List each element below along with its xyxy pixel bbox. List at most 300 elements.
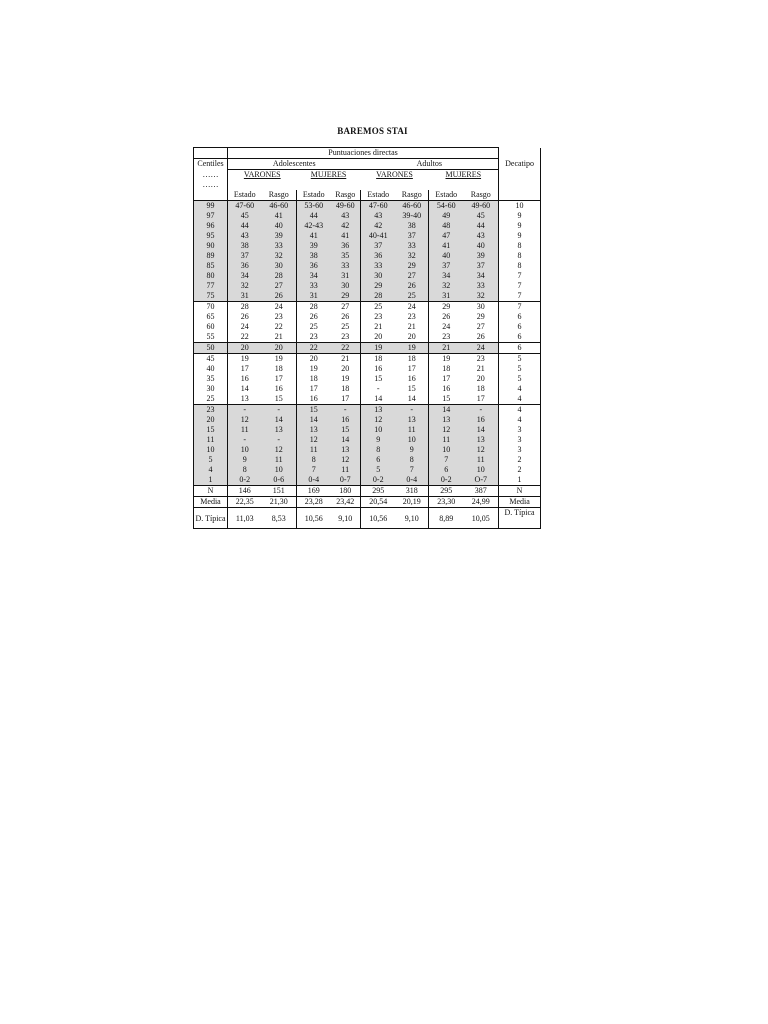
score-cell: 24	[429, 322, 464, 332]
score-cell: 37	[429, 261, 464, 271]
header-estado: Estado	[429, 190, 464, 201]
table-row	[194, 435, 541, 445]
decatipo-cell: 9	[499, 231, 541, 241]
score-cell: 31	[429, 291, 464, 302]
score-cell: 21	[274, 332, 283, 341]
decatipo-cell: 6	[499, 312, 541, 322]
header-centiles: Centiles	[194, 159, 228, 170]
score-cell: 44	[297, 211, 331, 221]
score-cell: 6	[361, 455, 396, 465]
score-cell: 26	[228, 312, 262, 322]
score-cell: 38	[396, 221, 429, 231]
score-cell: 7	[297, 465, 331, 475]
score-cell: 36	[228, 261, 262, 271]
decatipo-cell: 4	[499, 405, 541, 416]
score-cell: 295	[429, 486, 464, 497]
header-estado: Estado	[361, 190, 396, 201]
score-cell: 15	[407, 384, 416, 393]
score-cell: 12	[464, 445, 499, 455]
score-cell: 49	[429, 211, 464, 221]
score-cell: 0-2	[361, 475, 396, 486]
score-cell: 180	[331, 486, 361, 497]
centile-cell: 89	[194, 251, 228, 261]
table-row	[194, 322, 541, 332]
score-cell: 33	[464, 281, 499, 291]
score-cell: 7	[429, 455, 464, 465]
score-cell: 24	[262, 302, 297, 313]
score-cell: 22	[331, 343, 361, 354]
centile-cell: 55	[194, 332, 228, 343]
score-cell: 318	[396, 486, 429, 497]
decatipo-cell: 7	[499, 271, 541, 281]
header-varones-adolescentes: VARONES	[243, 170, 281, 179]
centile-cell: 75	[194, 291, 228, 302]
score-cell: 23	[407, 312, 416, 321]
centile-cell: 97	[194, 211, 228, 221]
decatipo-cell: 7	[499, 302, 541, 313]
table-row	[194, 475, 541, 486]
decatipo-cell: 3	[499, 435, 541, 445]
score-cell: 29	[429, 302, 464, 313]
score-cell: 31	[331, 271, 361, 281]
score-cell: -	[262, 435, 297, 445]
score-cell: 9	[396, 445, 429, 455]
dtipica-cell: D. Típica	[499, 508, 541, 529]
score-cell: 22	[228, 332, 262, 343]
score-cell: 11	[331, 465, 361, 475]
table-row	[194, 221, 541, 231]
table-row	[194, 291, 541, 302]
centile-cell: 65	[194, 312, 228, 322]
score-cell: 11	[396, 425, 429, 435]
decatipo-cell: 8	[499, 251, 541, 261]
score-cell: 15	[361, 374, 396, 384]
centile-cell: 77	[194, 281, 228, 291]
centile-cell: 40	[194, 364, 228, 374]
table-row	[194, 201, 541, 212]
score-cell: 14	[407, 394, 416, 403]
table-row	[194, 261, 541, 271]
table-row	[194, 415, 541, 425]
header-dots-1: ……	[194, 170, 228, 181]
score-cell: 39-40	[396, 211, 429, 221]
score-cell: -	[228, 405, 262, 416]
score-cell: 44	[228, 221, 262, 231]
score-cell: 40	[429, 251, 464, 261]
score-cell: 48	[429, 221, 464, 231]
score-cell: 13	[361, 405, 396, 416]
media-label: Media	[194, 497, 228, 508]
header-varones-adultos: VARONES	[376, 170, 413, 179]
score-cell: 17	[429, 374, 464, 384]
score-cell: 41	[429, 241, 464, 251]
score-cell: 27	[476, 322, 485, 331]
header-rasgo: Rasgo	[396, 190, 429, 201]
score-cell: 11	[464, 455, 499, 465]
score-cell: 23	[274, 312, 283, 321]
centile-cell: 4	[194, 465, 228, 475]
score-cell: 23	[361, 312, 396, 322]
decatipo-cell: N	[499, 486, 541, 497]
header-mujeres-adultos: MUJERES	[445, 170, 482, 179]
score-cell: 41	[297, 231, 331, 241]
score-cell: 47-60	[228, 201, 262, 212]
score-cell: 24	[464, 343, 499, 354]
score-cell: 146	[228, 486, 262, 497]
score-cell: 14	[331, 435, 361, 445]
score-cell: 18	[396, 354, 429, 365]
header-adultos: Adultos	[361, 159, 499, 170]
score-cell: 32	[429, 281, 464, 291]
score-cell: -	[464, 405, 499, 416]
decatipo-cell: 3	[499, 425, 541, 435]
header-rasgo: Rasgo	[464, 190, 499, 201]
score-cell: 20	[361, 332, 396, 343]
score-cell: 16	[274, 384, 283, 393]
dtipica-cell: 9,10	[331, 508, 361, 529]
score-cell: 0-6	[262, 475, 297, 486]
header-mujeres-adolescentes: MUJERES	[310, 170, 347, 179]
centile-cell: N	[194, 486, 228, 497]
score-cell: 29	[361, 281, 396, 291]
media-cell: 21,30	[262, 497, 297, 508]
header-estado: Estado	[228, 190, 262, 201]
score-cell: 33	[262, 241, 297, 251]
score-cell: 14	[361, 394, 396, 405]
score-cell: 15	[297, 405, 331, 416]
score-cell: 40	[464, 241, 499, 251]
score-cell: 12	[429, 425, 464, 435]
score-cell: 34	[464, 271, 499, 281]
score-cell: 14	[262, 415, 297, 425]
score-cell: 9	[361, 435, 396, 445]
score-cell: 0-4	[297, 475, 331, 486]
score-cell: 36	[331, 241, 361, 251]
score-cell: 33	[297, 281, 331, 291]
centile-cell: 25	[194, 394, 228, 405]
score-cell: 43	[228, 231, 262, 241]
score-cell: 8	[396, 455, 429, 465]
score-cell: 29	[331, 291, 361, 302]
decatipo-cell: 4	[499, 415, 541, 425]
score-cell: 23	[341, 332, 350, 341]
centile-cell: 23	[194, 405, 228, 416]
score-cell: 29	[476, 312, 485, 321]
score-cell: 9	[228, 455, 262, 465]
score-cell: 54-60	[429, 201, 464, 212]
table-row	[194, 312, 541, 322]
media-cell: Media	[499, 497, 541, 508]
decatipo-cell: 9	[499, 221, 541, 231]
media-cell: 23,30	[429, 497, 464, 508]
score-cell: 20	[341, 364, 350, 373]
score-cell: 10	[262, 465, 297, 475]
score-cell: 17	[407, 364, 416, 373]
score-cell: 43	[331, 211, 361, 221]
score-cell: 40-41	[361, 231, 396, 241]
score-cell: 37	[396, 231, 429, 241]
score-cell: 26	[476, 332, 485, 341]
stai-norms-table	[193, 147, 541, 529]
score-cell: 18	[429, 364, 464, 374]
score-cell: -	[361, 384, 396, 394]
score-cell: 31	[228, 291, 262, 302]
score-cell: 7	[396, 465, 429, 475]
table-row	[194, 211, 541, 221]
score-cell: 27	[331, 302, 361, 313]
score-cell: 13	[464, 435, 499, 445]
score-cell: 26	[297, 312, 331, 322]
table-row	[194, 251, 541, 261]
decatipo-cell: 7	[499, 281, 541, 291]
score-cell: 21	[331, 354, 361, 365]
score-cell: 49-60	[464, 201, 499, 212]
dtipica-label: D. Típica	[194, 508, 228, 529]
header-estado: Estado	[297, 190, 331, 201]
score-cell: 27	[262, 281, 297, 291]
score-cell: 17	[274, 374, 283, 383]
score-cell: 295	[361, 486, 396, 497]
score-cell: 26	[396, 281, 429, 291]
score-cell: 13	[228, 394, 262, 405]
table-row	[194, 486, 541, 497]
centile-cell: 60	[194, 322, 228, 332]
score-cell: 43	[361, 211, 396, 221]
score-cell: 47-60	[361, 201, 396, 212]
header-adolescentes: Adolescentes	[228, 159, 361, 170]
score-cell: 15	[274, 394, 283, 403]
score-cell: 19	[396, 343, 429, 354]
score-cell: 16	[464, 415, 499, 425]
score-cell: 20	[228, 343, 262, 354]
score-cell: 19	[297, 364, 331, 374]
score-cell: 17	[341, 394, 350, 403]
score-cell: 28	[297, 302, 331, 313]
header-rasgo: Rasgo	[262, 190, 297, 201]
score-cell: 37	[361, 241, 396, 251]
score-cell: 37	[228, 251, 262, 261]
score-cell: 34	[429, 271, 464, 281]
media-cell: 24,99	[464, 497, 499, 508]
decatipo-cell: 4	[499, 384, 541, 394]
score-cell: -	[331, 405, 361, 416]
score-cell: 15	[429, 394, 464, 405]
score-cell: 15	[331, 425, 361, 435]
dtipica-cell: 9,10	[396, 508, 429, 529]
score-cell: 27	[396, 271, 429, 281]
score-cell: O-7	[464, 475, 499, 486]
header-rasgo: Rasgo	[331, 190, 361, 201]
score-cell: 19	[361, 343, 396, 354]
decatipo-cell: 9	[499, 211, 541, 221]
centile-cell: 99	[194, 201, 228, 212]
table-row	[194, 302, 541, 313]
centile-cell: 35	[194, 374, 228, 384]
score-cell: 20	[476, 374, 485, 383]
decatipo-cell: 1	[499, 475, 541, 486]
centile-cell: 1	[194, 475, 228, 486]
score-cell: 33	[361, 261, 396, 271]
score-cell: 12	[262, 445, 297, 455]
centile-cell: 85	[194, 261, 228, 271]
score-cell: 20	[407, 332, 416, 341]
decatipo-cell: 6	[499, 343, 541, 354]
score-cell: 16	[228, 374, 262, 384]
score-cell: 21	[407, 322, 416, 331]
score-cell: -	[396, 405, 429, 416]
score-cell: 14	[429, 405, 464, 416]
score-cell: 40	[262, 221, 297, 231]
score-cell: 19	[429, 354, 464, 365]
table-row	[194, 394, 541, 405]
table-row	[194, 465, 541, 475]
score-cell: 45	[464, 211, 499, 221]
score-cell: 26	[262, 291, 297, 302]
header-puntuaciones: Puntuaciones directas	[228, 148, 499, 159]
dtipica-cell: 11,03	[228, 508, 262, 529]
score-cell: 16	[297, 394, 331, 405]
score-cell: 12	[228, 415, 262, 425]
score-cell: 42	[361, 221, 396, 231]
score-cell: 17	[228, 364, 262, 374]
score-cell: 10	[228, 445, 262, 455]
score-cell: 18	[341, 384, 350, 393]
score-cell: 28	[262, 271, 297, 281]
score-cell: 151	[262, 486, 297, 497]
score-cell: 38	[228, 241, 262, 251]
score-cell: 17	[297, 384, 331, 394]
media-cell: 20,54	[361, 497, 396, 508]
decatipo-cell: 3	[499, 445, 541, 455]
score-cell: 12	[331, 455, 361, 465]
score-cell: 34	[297, 271, 331, 281]
centile-cell: 5	[194, 455, 228, 465]
score-cell: 46-60	[396, 201, 429, 212]
score-cell: 42-43	[297, 221, 331, 231]
score-cell: 6	[429, 465, 464, 475]
score-cell: 13	[396, 415, 429, 425]
table-row	[194, 281, 541, 291]
score-cell: 0-4	[396, 475, 429, 486]
score-cell: 41	[331, 231, 361, 241]
decatipo-cell: 4	[499, 394, 541, 405]
table-row	[194, 343, 541, 354]
decatipo-cell: 6	[499, 322, 541, 332]
score-cell: 13	[262, 425, 297, 435]
score-cell: 25	[341, 322, 350, 331]
score-cell: 45	[228, 211, 262, 221]
score-cell: 8	[228, 465, 262, 475]
score-cell: 36	[297, 261, 331, 271]
score-cell: 23	[464, 354, 499, 365]
table-row	[194, 364, 541, 374]
score-cell: 32	[228, 281, 262, 291]
table-row	[194, 241, 541, 251]
score-cell: 33	[396, 241, 429, 251]
score-cell: 10	[429, 445, 464, 455]
score-cell: 30	[464, 302, 499, 313]
decatipo-cell: 8	[499, 261, 541, 271]
score-cell: 21	[476, 364, 485, 373]
score-cell: 17	[476, 394, 485, 403]
table-row	[194, 271, 541, 281]
dtipica-row	[194, 508, 541, 529]
centile-cell: 50	[194, 343, 228, 354]
dtipica-cell: 10,05	[464, 508, 499, 529]
score-cell: 13	[297, 425, 331, 435]
centile-cell: 15	[194, 425, 228, 435]
media-cell: 22,35	[228, 497, 262, 508]
score-cell: 14	[228, 384, 262, 394]
score-cell: 33	[331, 261, 361, 271]
score-cell: 8	[297, 455, 331, 465]
score-cell: 12	[361, 415, 396, 425]
score-cell: 25	[396, 291, 429, 302]
score-cell: 8	[361, 445, 396, 455]
table-row	[194, 231, 541, 241]
table-row	[194, 374, 541, 384]
score-cell: 19	[228, 354, 262, 365]
dtipica-cell: 8,89	[429, 508, 464, 529]
score-cell: 14	[464, 425, 499, 435]
centile-cell: 70	[194, 302, 228, 313]
score-cell: 0-2	[429, 475, 464, 486]
score-cell: 36	[361, 251, 396, 261]
score-cell: -	[262, 405, 297, 416]
score-cell: 41	[262, 211, 297, 221]
score-cell: 26	[429, 312, 464, 322]
score-cell: 28	[228, 302, 262, 313]
score-cell: 14	[297, 415, 331, 425]
score-cell: 0-7	[331, 475, 361, 486]
score-cell: 21	[429, 343, 464, 354]
table-row	[194, 455, 541, 465]
score-cell: 10	[464, 465, 499, 475]
score-cell: 47	[429, 231, 464, 241]
score-cell: 26	[341, 312, 350, 321]
score-cell: 34	[228, 271, 262, 281]
table-row	[194, 425, 541, 435]
decatipo-cell: 7	[499, 291, 541, 302]
score-cell: 10	[396, 435, 429, 445]
table-row	[194, 445, 541, 455]
score-cell: 30	[361, 271, 396, 281]
score-cell: 25	[297, 322, 331, 332]
score-cell: 19	[262, 354, 297, 365]
score-cell: -	[228, 435, 262, 445]
score-cell: 13	[429, 415, 464, 425]
decatipo-cell: 8	[499, 241, 541, 251]
header-dots-2: ……	[194, 180, 228, 190]
table-row	[194, 354, 541, 365]
centile-cell: 80	[194, 271, 228, 281]
score-cell: 29	[396, 261, 429, 271]
score-cell: 5	[361, 465, 396, 475]
score-cell: 46-60	[262, 201, 297, 212]
centile-cell: 30	[194, 384, 228, 394]
score-cell: 11	[429, 435, 464, 445]
score-cell: 53-60	[297, 201, 331, 212]
score-cell: 25	[361, 302, 396, 313]
centile-cell: 90	[194, 241, 228, 251]
decatipo-cell: 10	[499, 201, 541, 212]
centile-cell: 10	[194, 445, 228, 455]
score-cell: 16	[361, 364, 396, 374]
score-cell: 18	[297, 374, 331, 384]
decatipo-cell: 5	[499, 354, 541, 365]
score-cell: 23	[429, 332, 464, 343]
score-cell: 169	[297, 486, 331, 497]
